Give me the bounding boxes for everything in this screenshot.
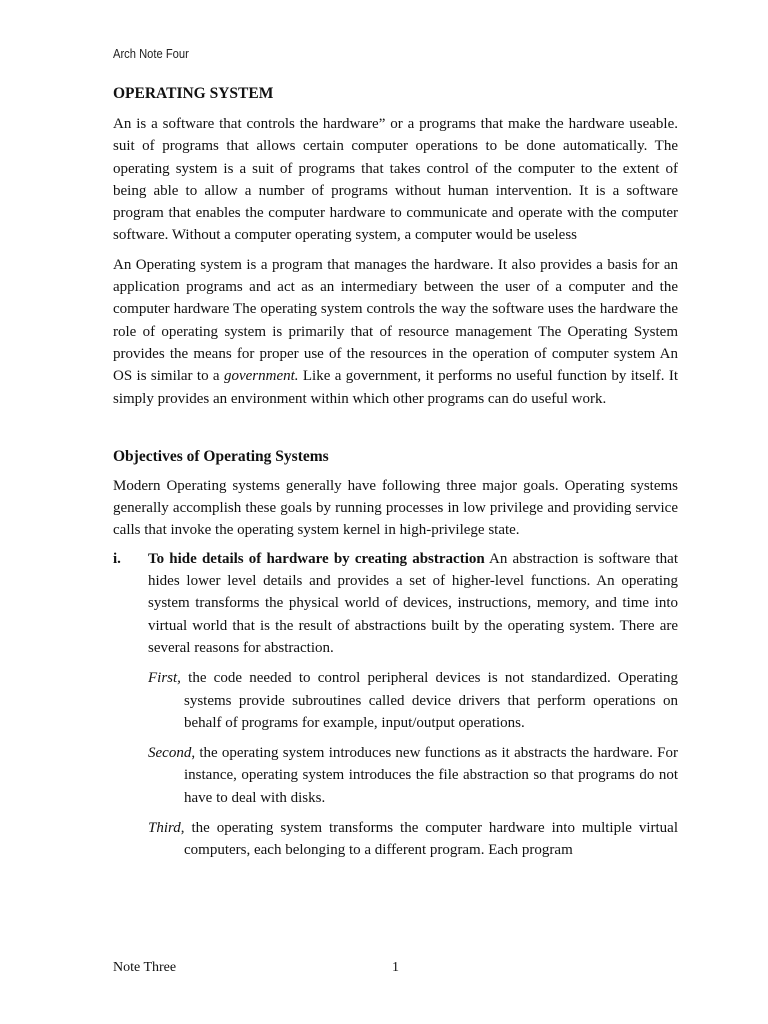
page-content: [113, 84, 678, 862]
running-header: Arch Note Four: [113, 46, 189, 61]
paragraph-role: [113, 254, 678, 410]
reason-lead: Second: [148, 745, 192, 762]
reason-text: , the operating system transforms the computer hardware into multiple virtual computers, each belonging to a different program. Each program: [180, 820, 678, 859]
paragraph-role-text-end: Like a government, it performs no useful function by itself. It simply provides an environment within which other programs can do useful work.: [113, 368, 679, 407]
page-number: 1: [392, 960, 399, 975]
reason-third: [148, 817, 678, 862]
list-item-body: An abstraction is software that hides lower level details and provides a set of higher-level functions. An operating system transforms the physical world of devices, instructions, memory, and time into virtual world that is the result of abstractions built by the operating system. There are several reasons for abstraction.: [148, 550, 678, 656]
reason-first: [148, 667, 678, 734]
list-item-title: To hide details of hardware by creating abstraction: [148, 550, 485, 567]
emphasis-government: government.: [223, 368, 299, 385]
list-numeral: i.: [113, 550, 121, 567]
reason-lead: Third: [148, 820, 181, 837]
list-item: [113, 548, 678, 862]
reason-second: [148, 742, 678, 809]
objectives-intro: Modern Operating systems generally have following three major goals. Operating systems generally accomplish these goals by running processes in low privilege and providing service calls that invoke the operating system kernel in high-privilege state.: [113, 477, 678, 539]
objectives-heading: Objectives of Operating Systems: [113, 447, 329, 465]
reason-text: , the operating system introduces new functions as it abstracts the hardware. For instance, operating system introduces the file abstraction so that programs do not have to deal with disks.: [184, 745, 678, 806]
paragraph-role-text: An Operating system is a program that manages the hardware. It also provides a basis for an application programs and act as an intermediary between the user of a computer and the computer hardware The operating system controls the way the software uses the hardware the role of operating system is primarily that of resource management The Operating System provides the means for proper use of the resources in the operation of computer system An OS is similar to a: [113, 256, 678, 385]
footer-label: Note Three: [113, 960, 177, 975]
reason-lead: First,: [148, 670, 181, 687]
list-item-text: [148, 548, 678, 659]
reason-text: the code needed to control peripheral devices is not standardized. Operating systems provide subroutines called device drivers that perform operations on behalf of programs for example, input/output operations.: [180, 670, 678, 731]
paragraph-definition: An is a software that controls the hardware” or a programs that make the hardware useable. suit of programs that allows certain computer operations to be done automatically. The operating system is a suit of programs that takes control of the computer to the extent of being able to allow a number of programs without human intervention. It is a software program that enables the computer hardware to communicate and operate with the computer software. Without a computer operating system, a computer would be useless: [113, 116, 678, 244]
section-heading: OPERATING SYSTEM: [113, 85, 274, 102]
